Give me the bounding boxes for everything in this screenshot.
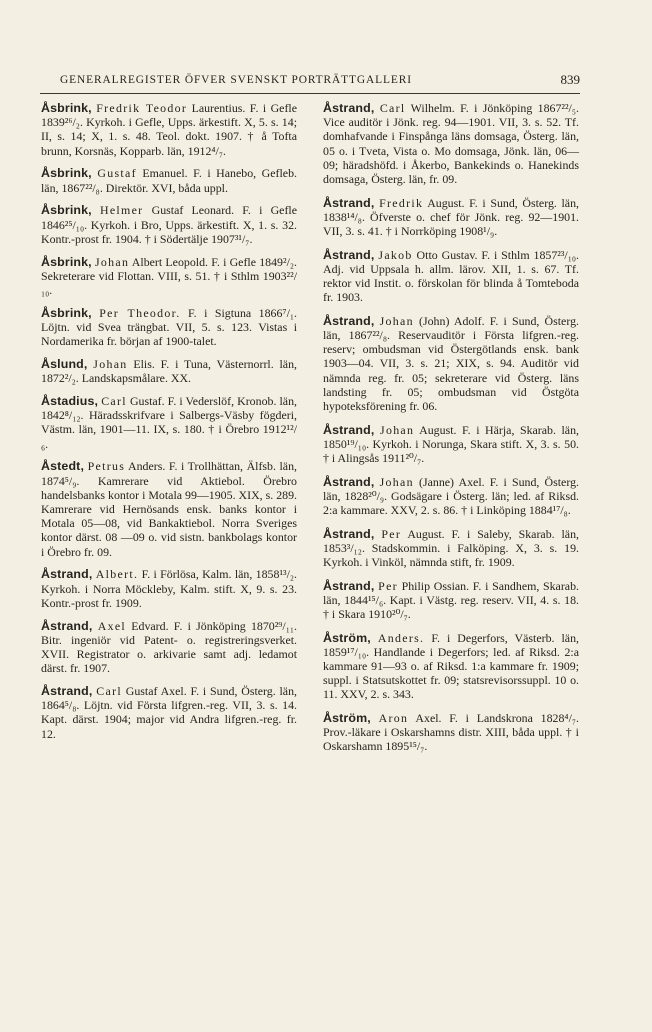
entry-text: Emanuel. F. i Hanebo, Gefleb. län, 1867²²/₈. Direktör. XVI, båda uppl.	[41, 166, 297, 195]
entry-surname: Åstrand,	[323, 101, 375, 115]
register-entry	[41, 306, 297, 349]
entry-text: F. i Degerfors, Västerb. län, 1859¹⁷/₁₀. Handlande i Degerfors; led. af Riksd. 2:a kammare 91—93 o. af Riksd. 1:a kammare fr. 1909; suppl. i Statsutskottet fr. 09; statsrevisorssuppl. 10 o. 11. XXV, 2. s. 343.	[323, 630, 580, 702]
entry-surname: Åstrand,	[323, 422, 375, 437]
register-entry	[323, 196, 579, 239]
entry-given-name: Petrus	[87, 459, 126, 474]
entry-given-name: Aron	[378, 711, 409, 726]
entry-given-name: Albert.	[95, 567, 139, 582]
entry-given-name: Carl	[96, 684, 122, 699]
entry-surname: Åstrand,	[323, 247, 375, 262]
entry-surname: Åstrand,	[41, 567, 93, 582]
entry-text: F. i Sigtuna 1866⁷/₁. Löjtn. vid Svea trängbat. VII, 5. s. 123. Vistas i Nordamerika fr. början af 1900-talet.	[41, 305, 297, 349]
entry-text: Gustaf. F. i Vederslöf, Kronob. län, 1842⁸/₁₂. Häradsskrifvare i Salbergs-Väsby fögderi, Västm. län, 1901—11. IX, s. 180. † i Örebro 1912¹²/₆.	[41, 394, 297, 451]
entry-text: F. i Förlösa, Kalm. län, 1858¹³/₂. Kyrkoh. i Norra Möckleby, Kalm. stift. X, 9. s. 23. Kontr.-prost fr. 1909.	[41, 567, 297, 610]
entry-text: Albert Leopold. F. i Gefle 1849²/₂. Sekreterare vid Flottan. VIII, s. 51. † i Sthlm 1903²²/₁₀.	[41, 254, 297, 298]
register-entry	[41, 394, 297, 451]
entry-text: August. F. i Sund, Österg. län, 1838¹⁴/₈. Öfverste o. chef för Jönk. reg. 92—1901. VII, 3. s. 41. † i Norrköping 1908¹/₉.	[323, 195, 579, 239]
register-entry	[41, 357, 297, 385]
entry-surname: Åsbrink,	[41, 305, 92, 320]
entry-surname: Åstrand,	[41, 618, 93, 633]
entry-given-name: Fredrik	[379, 195, 424, 210]
entry-surname: Åstrand,	[323, 474, 375, 489]
register-entry	[323, 423, 579, 466]
register-entry	[41, 567, 297, 610]
entry-surname: Åsbrink,	[41, 254, 92, 269]
right-column	[323, 101, 579, 763]
register-entry	[323, 527, 579, 570]
entry-text: Otto Gustav. F. i Sthlm 1857²³/₁₀. Adj. vid Uppsala h. allm. lärov. XII, 1. s. 67. Tf. rektor vid Instit. o. förskolan för blinda å Tomteboda fr. 1903.	[323, 247, 579, 305]
entry-given-name: Johan	[95, 254, 130, 269]
running-head	[60, 72, 580, 92]
entry-text: August. F. i Härja, Skarab. län, 1850¹⁹/₁₀. Kyrkoh. i Norunga, Skara stift. X, 3. s. 50. † i Alingsås 1911²⁰/₇.	[323, 422, 579, 466]
entry-surname: Åsbrink,	[41, 166, 92, 181]
entry-text: Gustaf Leonard. F. i Gefle 1846²⁵/₁₀. Kyrkoh. i Bro, Upps. ärkestift. X, 1. s. 32. Kontr.-prost fr. 1904. † i Södertälje 1907³¹/₇.	[41, 203, 297, 246]
running-head-title: GENERALREGISTER ÖFVER SVENSKT PORTRÄTTGALLERI	[60, 74, 412, 86]
left-column	[41, 101, 297, 749]
entry-text: August. F. i Saleby, Skarab. län, 1853³/₁₂. Stadskommin. i Falköping. X, 3. s. 19. Kyrkoh. i Vinköl, nämnda stift, fr. 1909.	[323, 526, 579, 570]
register-entry	[323, 711, 579, 754]
entry-given-name: Per	[381, 526, 402, 541]
register-entry	[41, 255, 297, 298]
entry-given-name: Axel	[97, 618, 127, 633]
register-entry	[323, 101, 579, 186]
register-entry	[41, 619, 297, 676]
entry-text: Laurentius. F. i Gefle 1839²⁶/₂. Kyrkoh. i Gefle, Upps. ärkestift. X, 5. s. 14; II, s. 14; X, 1. s. 48. Teol. dokt. 1907. † å Tofta brunn, Korsnäs, Kopparb. län, 1912⁴/₇.	[41, 101, 297, 158]
register-entry	[323, 475, 579, 518]
entry-surname: Åstrand,	[323, 578, 375, 593]
register-entry	[323, 248, 579, 305]
entry-text: Edvard. F. i Jönköping 1870²⁹/₁₁. Bitr. ingeniör vid Patent- o. registreringsverket. XVII. Registrator o. arkivarie samt adj. ledamot därst. fr. 1907.	[41, 618, 297, 676]
entry-text: (John) Adolf. F. i Sund, Österg. län, 1867²²/₈. Reservauditör i Första lifgren.-reg. reserv; ombudsman vid Östergötlands ensk. bank 1903—04. VII, 3. s. 21; XIX, s. 94. Auditör vid nämnda reg. fr. 05; sekreterare vid Österg. läns landsting fr. 05; ombudsman vid Östgöta hypoteksförening fr. 06.	[323, 313, 579, 414]
entry-given-name: Johan	[380, 422, 415, 437]
page-number: 839	[560, 72, 580, 87]
entry-given-name: Anders.	[377, 630, 425, 645]
entry-surname: Åström,	[323, 711, 371, 726]
entry-surname: Åsbrink,	[41, 203, 92, 218]
entry-surname: Åström,	[323, 630, 371, 645]
entry-surname: Åstrand,	[323, 313, 375, 328]
entry-surname: Åstrand,	[323, 195, 375, 210]
entry-given-name: Per Theodor.	[99, 305, 181, 320]
entry-surname: Åstadius,	[41, 394, 99, 409]
register-entry	[323, 631, 579, 702]
entry-given-name: Fredrik Teodor	[96, 101, 188, 115]
register-entry	[41, 203, 297, 246]
entry-surname: Åstedt,	[41, 459, 85, 474]
entry-given-name: Per	[378, 578, 398, 593]
entry-text: Gustaf Axel. F. i Sund, Österg. län, 1864⁵/₈. Löjtn. vid Första lifgren.-reg. VII, 3. s. 14. Kapt. därst. 1904; major vid Andra lifgren.-reg. fr. 12.	[41, 684, 297, 741]
entry-text: Wilhelm. F. i Jönköping 1867²²/₅. Vice auditör i Jönk. reg. 94—1901. VII, 3. s. 52. Tf. domhafvande i Finspånga läns domsaga, Österg. län, 05 o. i Tveta, Vista o. Mo domsaga, Jönk. län, 06—09; häradshöfd. i Åkerbo, Bankekinds o. Hanekinds domsaga, Österg. län, fr. 09.	[323, 101, 579, 187]
entry-text: Anders. F. i Trollhättan, Älfsb. län, 1874⁵/₉. Kamrerare vid Aktiebol. Örebro handelsbanks kontor i Motala 99—1905. XIX, s. 289. Kamrerare vid Hernösands ensk. banks kontor i Motala 05—08, vid Bankaktiebol. Norra Sveriges kontor därst. 08 —09 o. vid sistn. bankbolags kontor i Örebro fr. 09.	[41, 459, 297, 559]
entry-given-name: Carl	[379, 101, 406, 115]
entry-text: Axel. F. i Landskrona 1828⁴/₇. Prov.-läkare i Oskarshamns distr. XIII, båda uppl. † i Oskarshamn 1895¹⁵/₇.	[323, 711, 579, 754]
entry-surname: Åstrand,	[323, 526, 375, 541]
register-entry	[41, 459, 297, 558]
register-entry	[41, 166, 297, 194]
entry-given-name: Gustaf	[97, 166, 137, 181]
entry-given-name: Helmer	[99, 203, 144, 218]
register-entry	[323, 579, 579, 622]
entry-text: Elis. F. i Tuna, Västernorrl. län, 1872²/₂. Landskapsmålare. XX.	[41, 357, 297, 386]
entry-given-name: Carl	[101, 394, 127, 409]
register-entry	[41, 101, 297, 158]
entry-given-name: Johan	[379, 313, 414, 328]
entry-text: (Janne) Axel. F. i Sund, Österg. län, 1828²⁰/₉. Godsägare i Österg. län; led. af Riksd. 2:a kammare. XXV, 2. s. 86. † i Linköping 1884¹⁷/₈.	[323, 474, 579, 518]
register-entry	[41, 684, 297, 741]
header-rule	[40, 93, 580, 94]
entry-surname: Åslund,	[41, 357, 88, 372]
entry-surname: Åstrand,	[41, 684, 93, 699]
entry-given-name: Johan	[93, 357, 128, 372]
entry-given-name: Johan	[379, 474, 414, 489]
entry-given-name: Jakob	[378, 247, 413, 262]
register-entry	[323, 314, 579, 413]
entry-text: Philip Ossian. F. i Sandhem, Skarab. län, 1844¹⁵/₆. Kapt. i Västg. reg. reserv. VII, 4. s. 18. † i Skara 1910²⁰/₇.	[323, 578, 579, 622]
entry-surname: Åsbrink,	[41, 101, 92, 115]
